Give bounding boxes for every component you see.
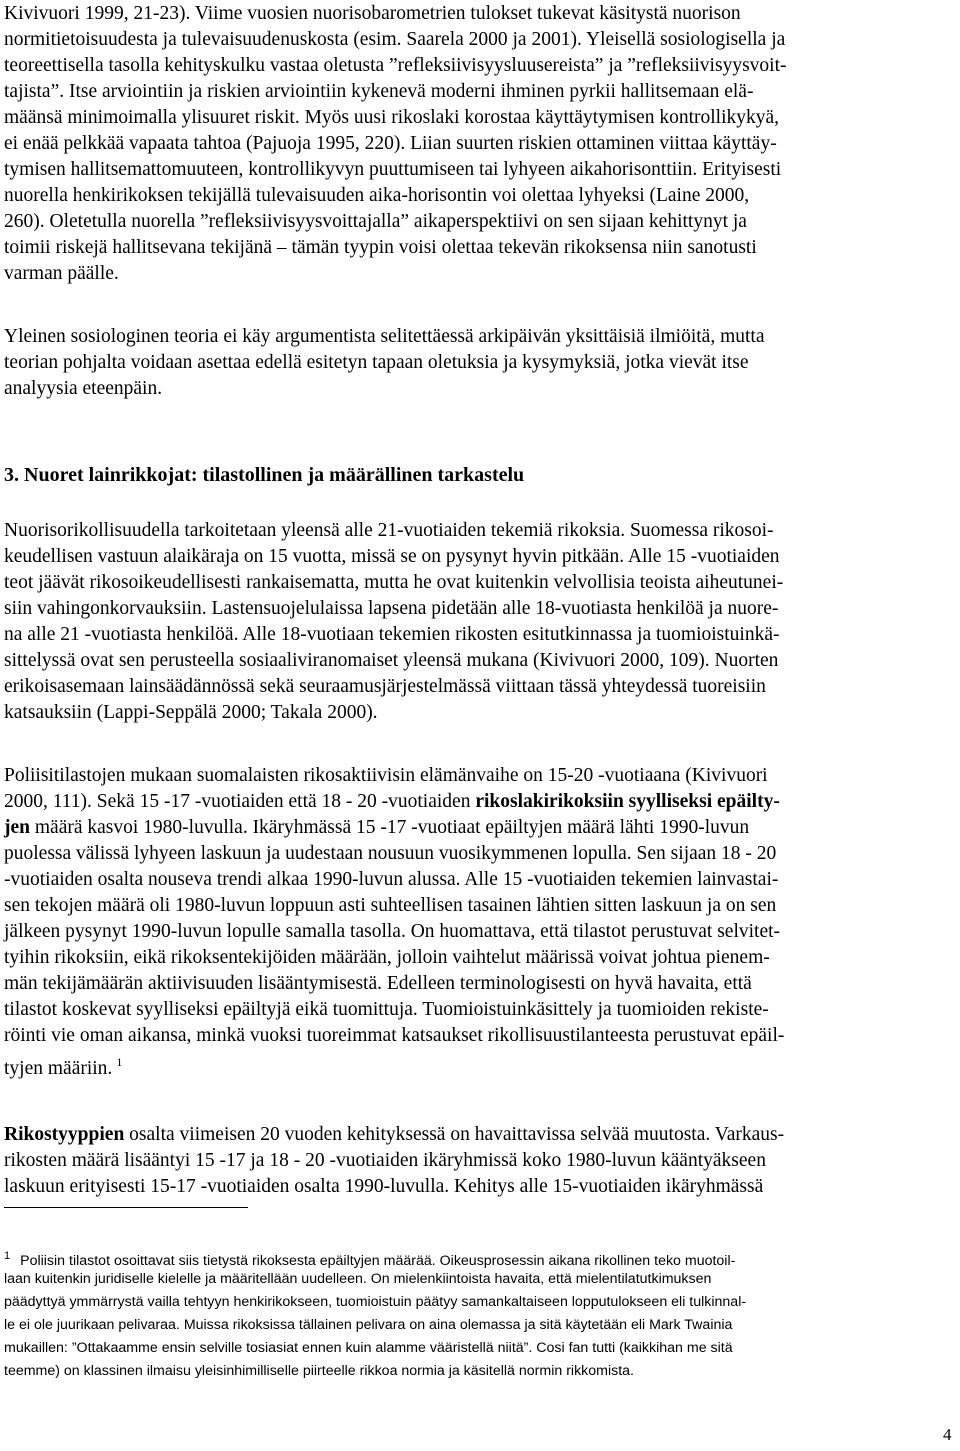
text-line: laskuun erityisesti 15-17 -vuotiaiden osalta 1990-luvulla. Kehitys alle 15-vuotiaiden ikäryhmässä bbox=[4, 1176, 764, 1197]
page-number: 4 bbox=[943, 1425, 952, 1444]
section-heading: 3. Nuoret lainrikkojat: tilastollinen ja määrällinen tarkastelu bbox=[4, 464, 525, 486]
text-line: na alle 21 -vuotiasta henkilöä. Alle 18-vuotiaan tekemien rikosten esitutkinnassa ja tuomioistuinkä- bbox=[4, 624, 780, 645]
text-line: Yleinen sosiologinen teoria ei käy argumentista selitettäessä arkipäivän yksittäisiä ilmiöitä, mutta bbox=[4, 326, 765, 347]
text-line: sen tekojen määrä oli 1980-luvun loppuun asti suhteellisen tasainen lähtien sitten laskuun ja on sen bbox=[4, 895, 777, 916]
text-line: analyysia eteenpäin. bbox=[4, 378, 163, 399]
text-line: nuorella henkirikoksen tekijällä tulevaisuuden aika-horisontin voi olettaa lyhyeksi (Laine 2000, bbox=[4, 185, 750, 206]
footnote-reference[interactable]: 1 bbox=[116, 1055, 123, 1069]
text-line: teoreettisella tasolla kehityskulku vastaa oletusta ”refleksiivisyysluusereista” ja ”refleksiivisyysvoit- bbox=[4, 55, 787, 76]
text-line: varman päälle. bbox=[4, 263, 119, 284]
emphasis-term: Rikostyyppien bbox=[4, 1124, 125, 1145]
text-line bbox=[4, 815, 950, 841]
text-line: Nuorisorikollisuudella tarkoitetaan yleensä alle 21-vuotiaiden tekemiä rikoksia. Suomessa rikosoi- bbox=[4, 520, 774, 541]
footnote-line: päädyttyä ymmärrystä vailla tehtyyn henkirikokseen, tuomioistuin päätyy samankaltaiseen lopputulokseen eli tulkinnal- bbox=[4, 1294, 747, 1310]
footnote-line bbox=[4, 1247, 950, 1271]
footnote-line: mukaillen: ”Ottakaamme ensin selville tosiasiat ennen kuin alamme vääristellä niitä”. Cosi fan tutti (kaikkihan me sitä bbox=[4, 1340, 733, 1356]
text-line: röinti vie oman aikansa, minkä vuoksi tuoreimmat katsaukset rikollisuustilanteesta perustuvat epäil- bbox=[4, 1025, 785, 1046]
footnote-line: laan kuitenkin juridiselle kielelle ja määritellään uudelleen. On mielenkiintoista havaita, että mielentilatutkimuksen bbox=[4, 1271, 712, 1287]
text-line: rikosten määrä lisääntyi 15 -17 ja 18 - 20 -vuotiaiden ikäryhmissä koko 1980-luvun kääntyäkseen bbox=[4, 1150, 766, 1171]
text-run: määrä kasvoi 1980-luvulla. Ikäryhmässä 15 -17 -vuotiaat epäiltyjen määrä lähti 1990-luvun bbox=[30, 817, 750, 838]
text-line: ei enää pelkkää vapaata tahtoa (Pajuoja 1995, 220). Liian suurten riskien ottaminen viittaa käyttäy- bbox=[4, 133, 777, 154]
text-line: jälkeen pysynyt 1990-luvun lopulle samalla tasolla. On huomattava, että tilastot perustuvat selvitet- bbox=[4, 921, 781, 942]
text-line: tyihin rikoksiin, eikä rikoksentekijöiden määrään, jolloin vaihtelut määrissä voivat johtua pienem- bbox=[4, 947, 770, 968]
text-line: tilastot koskevat syylliseksi epäiltyjä eikä tuomittuja. Tuomioistuinkäsittely ja tuomioiden rekiste- bbox=[4, 999, 769, 1020]
text-line: 260). Oletetulla nuorella ”refleksiivisyysvoittajalla” aikaperspektiivi on sen sijaan kehittynyt ja bbox=[4, 211, 747, 232]
emphasis-term: rikoslakirikoksiin syylliseksi epäilty- bbox=[475, 791, 780, 812]
text-run: osalta viimeisen 20 vuoden kehityksessä on havaittavissa selvää muutosta. Varkaus- bbox=[124, 1124, 785, 1145]
text-run: tyjen määriin. bbox=[4, 1058, 113, 1079]
text-line: määnsä minimoimalla ylisuuret riskit. Myös uusi rikoslaki korostaa käyttäytymisen kontrollikykyä, bbox=[4, 107, 780, 128]
text-line bbox=[4, 1122, 950, 1148]
text-line: tymisen hallitsemattomuuteen, kontrollikyvyn puuttumiseen tai lyhyeen aikahorisonttiin. Erityisesti bbox=[4, 159, 782, 180]
text-line: toimii riskejä hallitsevana tekijänä – tämän tyypin voisi olettaa tekevän rikoksensa niin sanotusti bbox=[4, 237, 757, 258]
text-line: Poliisitilastojen mukaan suomalaisten rikosaktiivisin elämänvaihe on 15-20 -vuotiaana (Kivivuori bbox=[4, 765, 768, 786]
footnote-line: le ei ole juurikaan pelivaraa. Muissa rikoksissa tällainen pelivara on aina olemassa ja sitä käytetään eli Mark Twainia bbox=[4, 1317, 733, 1333]
text-line: Kivivuori 1999, 21-23). Viime vuosien nuorisobarometrien tulokset tukevat käsitystä nuorison bbox=[4, 3, 741, 24]
text-line: -vuotiaiden osalta nouseva trendi alkaa 1990-luvun alussa. Alle 15 -vuotiaiden tekemien lainvastai- bbox=[4, 869, 779, 890]
text-line: siin vahingonkorvauksiin. Lastensuojelulaissa lapsena pidetään alle 18-vuotiasta henkilöä ja nuore- bbox=[4, 598, 779, 619]
footnote-separator bbox=[4, 1207, 248, 1208]
text-line: puolessa välissä lyhyeen laskuun ja uudestaan nousuun vuosikymmenen lopulla. Sen sijaan 18 - 20 bbox=[4, 843, 777, 864]
text-line: teorian pohjalta voidaan asettaa edellä esitetyn tapaan oletuksia ja kysymyksiä, jotka vievät itse bbox=[4, 352, 749, 373]
emphasis-term: jen bbox=[4, 817, 30, 838]
text-line: katsauksiin (Lappi-Seppälä 2000; Takala 2000). bbox=[4, 702, 378, 723]
text-run: Poliisin tilastot osoittavat siis tietystä rikoksesta epäiltyjen määrää. Oikeusprosessin aikana rikollinen teko muotoil- bbox=[20, 1253, 736, 1269]
text-line: keudellisen vastuun alaikäraja on 15 vuotta, missä se on pysynyt hyvin pitkään. Alle 15 -vuotiaiden bbox=[4, 546, 780, 567]
text-line: erikoisasemaan lainsäädännössä sekä seuraamusjärjestelmässä viittaan tässä yhteydessä tuoreisiin bbox=[4, 676, 766, 697]
footnote-number: 1 bbox=[4, 1250, 11, 1262]
text-line bbox=[4, 789, 950, 815]
text-line: normitietoisuudesta ja tulevaisuudenuskosta (esim. Saarela 2000 ja 2001). Yleisellä sosiologisella ja bbox=[4, 29, 786, 50]
text-line: teot jäävät rikosoikeudellisesti rankaisematta, mutta he ovat kuitenkin velvollisia teoista aiheutunei- bbox=[4, 572, 784, 593]
footnote-line: teemme) on klassinen ilmaisu yleisinhimilliselle piirteelle rikkoa normia ja käsitellä normin rikkomista. bbox=[4, 1363, 634, 1379]
text-line bbox=[4, 1049, 950, 1082]
text-line: män tekijämäärän aktiivisuuden lisääntymisestä. Edelleen terminologisesti on hyvä havaita, että bbox=[4, 973, 752, 994]
text-line: tajista”. Itse arviointiin ja riskien arviointiin kykenevä moderni ihminen pyrkii hallitsemaan elä- bbox=[4, 81, 754, 102]
text-line: sittelyssä ovat sen perusteella sosiaaliviranomaiset yleensä mukana (Kivivuori 2000, 109). Nuorten bbox=[4, 650, 779, 671]
text-run: 2000, 111). Sekä 15 -17 -vuotiaiden että 18 - 20 -vuotiaiden bbox=[4, 791, 476, 812]
